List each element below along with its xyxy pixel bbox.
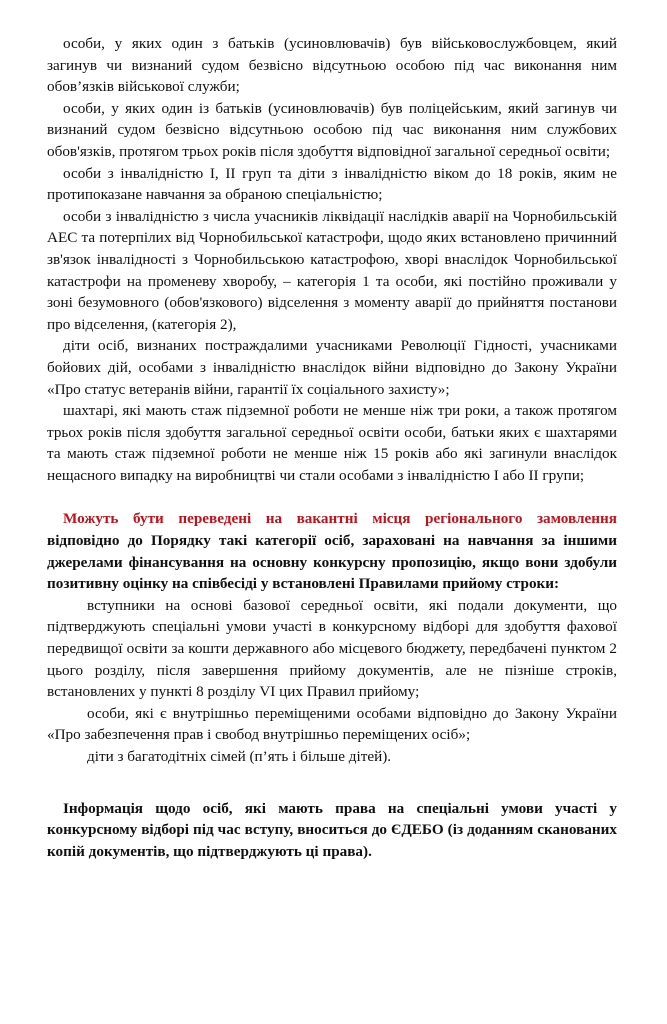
list-item-police-parent: особи, у яких один із батьків (усиновлювачів) був поліцейським, який загинув чи визнаний судом безвісно відсутньою особою під час виконання ним службових обов'язків, протягом трьох років після здобуття відповідної загальної середньої освіти; [47,99,617,160]
list-item-basic-education-applicants: вступники на основі базової середньої освіти, які подали документи, що підтверджують спеціальні умови участі в конкурсному відборі для здобуття фахової передвищої освіти за кошти державного або місцевого бюджету, передбачені пунктом 2 цього розділу, після завершення прийому документів, але не пізніше строків, встановлених у пункті 8 розділу VI цих Правил прийому; [47,596,617,701]
section-heading-transfer [47,508,617,594]
spacer [47,768,617,798]
spacer [47,486,617,508]
list-item-displaced-persons: особи, які є внутрішньо переміщеними особами відповідно до Закону України «Про забезпечення прав і свобод внутрішньо переміщених осіб»; [47,704,617,744]
section-heading-rest: відповідно до Порядку такі категорії осіб, зараховані на навчання за іншими джерелами фінансування на основну конкурсну пропозицію, якщо вони здобули позитивну оцінку на співбесіді у встановлені Правилами прийому строки: [47,532,617,593]
list-item-chornobyl: особи з інвалідністю з числа учасників ліквідації наслідків аварії на Чорнобильській АЕС та потерпілих від Чорнобильської катастрофи, щодо яких встановлено причинний зв'язок інвалідності з Чорнобильською катастрофою, хворі внаслідок Чорнобильської катастрофи на променеву хворобу, – категорія 1 та особи, які постійно проживали у зоні безумовного (обов'язкового) відселення з моменту аварії до прийняття постанови про відселення, (категорія 2), [47,207,617,333]
list-item-military-parent: особи, у яких один з батьків (усиновлювачів) був військовослужбовцем, який загинув чи визнаний судом безвісно відсутньою особою під час виконання ним обов’язків військової служби; [47,35,617,96]
list-item-disability: особи з інвалідністю I, II груп та діти з інвалідністю віком до 18 років, яким не протипоказане навчання за обраною спеціальністю; [47,164,617,204]
section-heading-highlight: Можуть бути переведені на вакантні місця регіонального замовлення [63,510,617,528]
list-item-revolution-veterans: діти осіб, визнаних постраждалими учасниками Революції Гідності, учасниками бойових дій, особами з інвалідністю внаслідок війни відповідно до Закону України «Про статус ветеранів війни, гарантії їх соціального захисту»; [47,337,617,398]
list-item-miners: шахтарі, які мають стаж підземної роботи не менше ніж три роки, а також протягом трьох років після здобуття загальної середньої освіти особи, батьки яких є шахтарями та мають стаж підземної роботи не менше ніж 15 років або які загинули внаслідок нещасного випадку на виробництві чи стали особами з інвалідністю I або II групи; [47,402,617,484]
info-note: Інформація щодо осіб, які мають права на спеціальні умови участі у конкурсному відборі під час вступу, вноситься до ЄДЕБО (із доданням сканованих копій документів, що підтверджують ці права). [47,799,617,860]
document-page [47,33,617,862]
list-item-large-families: діти з багатодітніх сімей (п’ять і більше дітей). [87,748,392,765]
